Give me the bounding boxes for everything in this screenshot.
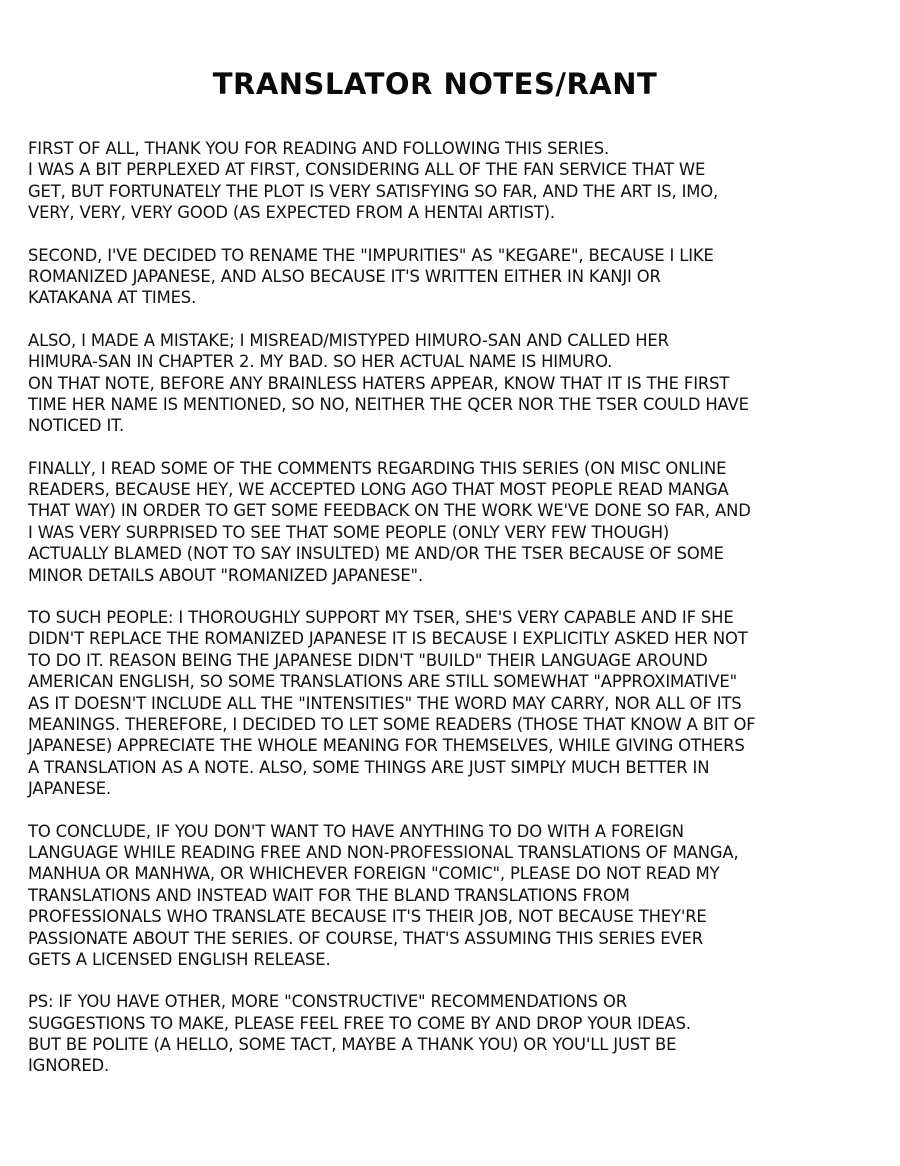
text-line: PS: IF YOU HAVE OTHER, MORE "CONSTRUCTIVE" RECOMMENDATIONS OR bbox=[28, 992, 627, 1012]
text-line: AMERICAN ENGLISH, SO SOME TRANSLATIONS ARE STILL SOMEWHAT "APPROXIMATIVE" bbox=[28, 672, 738, 692]
text-line: GET, BUT FORTUNATELY THE PLOT IS VERY SATISFYING SO FAR, AND THE ART IS, IMO, bbox=[28, 181, 719, 201]
text-line: MINOR DETAILS ABOUT "ROMANIZED JAPANESE". bbox=[28, 565, 424, 585]
text-line: SECOND, I'VE DECIDED TO RENAME THE "IMPURITIES" AS "KEGARE", BECAUSE I LIKE bbox=[28, 245, 714, 265]
text-line: JAPANESE) APPRECIATE THE WHOLE MEANING FOR THEMSELVES, WHILE GIVING OTHERS bbox=[28, 736, 745, 756]
text-line: FIRST OF ALL, THANK YOU FOR READING AND FOLLOWING THIS SERIES. bbox=[28, 139, 610, 158]
text-line: TIME HER NAME IS MENTIONED, SO NO, NEITHER THE QCER NOR THE TSER COULD HAVE bbox=[28, 394, 749, 414]
text-line: BUT BE POLITE (A HELLO, SOME TACT, MAYBE A THANK YOU) OR YOU'LL JUST BE bbox=[28, 1035, 677, 1055]
text-line: A TRANSLATION AS A NOTE. ALSO, SOME THINGS ARE JUST SIMPLY MUCH BETTER IN bbox=[28, 757, 710, 777]
text-line: MEANINGS. THEREFORE, I DECIDED TO LET SOME READERS (THOSE THAT KNOW A BIT OF bbox=[28, 714, 756, 734]
text-line: JAPANESE. bbox=[28, 779, 112, 799]
text-line: SUGGESTIONS TO MAKE, PLEASE FEEL FREE TO COME BY AND DROP YOUR IDEAS. bbox=[28, 1013, 691, 1033]
text-line: PROFESSIONALS WHO TRANSLATE BECAUSE IT'S THEIR JOB, NOT BECAUSE THEY'RE bbox=[28, 907, 707, 927]
text-line: IGNORED. bbox=[28, 1056, 110, 1076]
text-line: ON THAT NOTE, BEFORE ANY BRAINLESS HATERS APPEAR, KNOW THAT IT IS THE FIRST bbox=[28, 373, 730, 393]
text-line: HIMURA-SAN IN CHAPTER 2. MY BAD. SO HER ACTUAL NAME IS HIMURO. bbox=[28, 352, 613, 372]
paragraph-conclusion bbox=[28, 821, 874, 971]
text-line: ROMANIZED JAPANESE, AND ALSO BECAUSE IT'S WRITTEN EITHER IN KANJI OR bbox=[28, 266, 661, 286]
paragraph-support bbox=[28, 607, 874, 800]
text-line: ALSO, I MADE A MISTAKE; I MISREAD/MISTYPED HIMURO-SAN AND CALLED HER bbox=[28, 330, 669, 350]
notes-body bbox=[28, 138, 874, 1098]
paragraph-comments bbox=[28, 458, 874, 586]
text-line: READERS, BECAUSE HEY, WE ACCEPTED LONG AGO THAT MOST PEOPLE READ MANGA bbox=[28, 480, 729, 500]
text-line: I WAS A BIT PERPLEXED AT FIRST, CONSIDERING ALL OF THE FAN SERVICE THAT WE bbox=[28, 160, 706, 180]
paragraph-thanks bbox=[28, 138, 874, 224]
page-title: TRANSLATOR NOTES/RANT bbox=[212, 67, 658, 101]
text-line: I WAS VERY SURPRISED TO SEE THAT SOME PEOPLE (ONLY VERY FEW THOUGH) bbox=[28, 522, 670, 542]
paragraph-ps bbox=[28, 991, 874, 1077]
text-line: AS IT DOESN'T INCLUDE ALL THE "INTENSITIES" THE WORD MAY CARRY, NOR ALL OF ITS bbox=[28, 693, 742, 713]
text-line: ACTUALLY BLAMED (NOT TO SAY INSULTED) ME AND/OR THE TSER BECAUSE OF SOME bbox=[28, 544, 724, 564]
text-line: MANHUA OR MANHWA, OR WHICHEVER FOREIGN "COMIC", PLEASE DO NOT READ MY bbox=[28, 864, 720, 884]
text-line: TO CONCLUDE, IF YOU DON'T WANT TO HAVE ANYTHING TO DO WITH A FOREIGN bbox=[28, 821, 684, 841]
text-line: TO SUCH PEOPLE: I THOROUGHLY SUPPORT MY TSER, SHE'S VERY CAPABLE AND IF SHE bbox=[28, 608, 734, 628]
text-line: DIDN'T REPLACE THE ROMANIZED JAPANESE IT IS BECAUSE I EXPLICITLY ASKED HER NOT bbox=[28, 629, 748, 649]
text-line: NOTICED IT. bbox=[28, 416, 125, 436]
text-line: KATAKANA AT TIMES. bbox=[28, 288, 197, 308]
text-line: VERY, VERY, VERY GOOD (AS EXPECTED FROM A HENTAI ARTIST). bbox=[28, 203, 555, 223]
text-line: THAT WAY) IN ORDER TO GET SOME FEEDBACK ON THE WORK WE'VE DONE SO FAR, AND bbox=[28, 501, 751, 521]
paragraph-himuro bbox=[28, 330, 874, 437]
paragraph-kegare bbox=[28, 245, 874, 309]
text-line: FINALLY, I READ SOME OF THE COMMENTS REGARDING THIS SERIES (ON MISC ONLINE bbox=[28, 458, 727, 478]
text-line: TO DO IT. REASON BEING THE JAPANESE DIDN'T "BUILD" THEIR LANGUAGE AROUND bbox=[28, 650, 708, 670]
text-line: PASSIONATE ABOUT THE SERIES. OF COURSE, THAT'S ASSUMING THIS SERIES EVER bbox=[28, 928, 704, 948]
text-line: LANGUAGE WHILE READING FREE AND NON-PROFESSIONAL TRANSLATIONS OF MANGA, bbox=[28, 842, 739, 862]
text-line: GETS A LICENSED ENGLISH RELEASE. bbox=[28, 949, 331, 969]
text-line: TRANSLATIONS AND INSTEAD WAIT FOR THE BLAND TRANSLATIONS FROM bbox=[28, 885, 630, 905]
